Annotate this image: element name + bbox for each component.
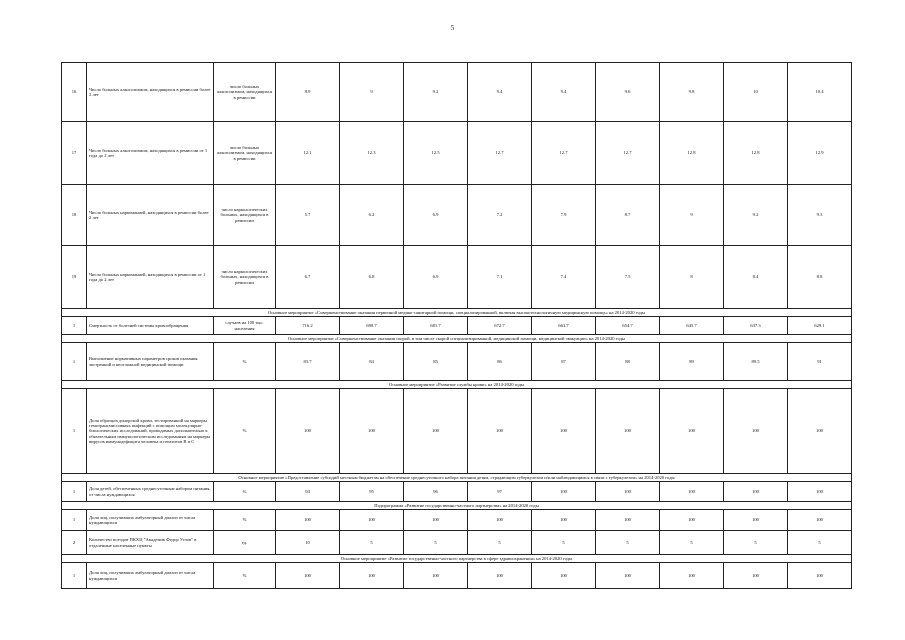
table-row <box>62 122 852 185</box>
value-cell: 681.7 <box>404 317 468 335</box>
section-header-row <box>62 381 852 389</box>
unit-cell: % <box>214 510 276 531</box>
value-cell: 7.5 <box>596 246 660 309</box>
value-cell: 7.2 <box>468 185 532 246</box>
unit-cell: число больных алкоголизмом, находящихся в ремиссии <box>214 63 276 122</box>
value-cell: 12.7 <box>468 122 532 185</box>
value-cell: 100 <box>596 563 660 589</box>
value-cell: 10.4 <box>788 63 852 122</box>
value-cell: 100 <box>660 510 724 531</box>
value-cell: 100 <box>532 563 596 589</box>
value-cell: 95 <box>340 482 404 502</box>
value-cell: 5.7 <box>276 185 340 246</box>
value-cell: 8 <box>660 246 724 309</box>
value-cell: 9.6 <box>596 63 660 122</box>
value-cell: 100 <box>532 482 596 502</box>
value-cell: 8.7 <box>596 185 660 246</box>
value-cell: 100 <box>404 510 468 531</box>
value-cell: 9.3 <box>788 185 852 246</box>
section-header-row <box>62 309 852 317</box>
value-cell: 91 <box>788 343 852 381</box>
row-number-cell: 2 <box>62 531 87 555</box>
value-cell: 88 <box>596 343 660 381</box>
value-cell: 100 <box>276 563 340 589</box>
value-cell: 5 <box>596 531 660 555</box>
table-row <box>62 482 852 502</box>
indicator-name-cell: Выполнение нормативных параметров сроков оказания экстренной и неотложной медицинской помощи <box>87 343 214 381</box>
unit-cell: случаев на 100 тыс. населения <box>214 317 276 335</box>
section-header-row <box>62 474 852 482</box>
value-cell: 100 <box>596 510 660 531</box>
value-cell: 100 <box>788 510 852 531</box>
value-cell: 5 <box>660 531 724 555</box>
value-cell: 645.7 <box>660 317 724 335</box>
row-number-cell: 17 <box>62 122 87 185</box>
section-title: Подпрограмма «Развитие государственно-частного партнерства» на 2014-2020 годы <box>62 502 852 510</box>
value-cell: 10 <box>276 531 340 555</box>
unit-cell: число больных алкоголизмом, находящихся в ремиссии <box>214 122 276 185</box>
value-cell: 5 <box>788 531 852 555</box>
table-row <box>62 317 852 335</box>
indicator-name-cell: Доля лиц, получивших амбулаторный диализ от числа нуждающихся <box>87 563 214 589</box>
value-cell: 9.8 <box>660 63 724 122</box>
indicator-name-cell: Число больных наркоманией, находящихся в ремиссии более 2 лет <box>87 185 214 246</box>
unit-cell: число наркологических больных, находящихся в ремиссии <box>214 185 276 246</box>
row-number-cell: 18 <box>62 185 87 246</box>
value-cell: 12.8 <box>660 122 724 185</box>
value-cell: 12.5 <box>404 122 468 185</box>
value-cell: 9 <box>340 63 404 122</box>
value-cell: 6.8 <box>340 246 404 309</box>
indicator-name-cell: Доля лиц, получивших амбулаторный диализ от числа нуждающихся <box>87 510 214 531</box>
value-cell: 5 <box>468 531 532 555</box>
indicator-name-cell: Количество поездов ПКХЦ "Академик Федор Углов" в отдаленные населенные пункты <box>87 531 214 555</box>
value-cell: 100 <box>404 563 468 589</box>
value-cell: 100 <box>532 389 596 474</box>
value-cell: 8.4 <box>724 246 788 309</box>
value-cell: 690.7 <box>340 317 404 335</box>
section-title: Основное мероприятие «Развитие службы крови» на 2014-2020 годы <box>62 381 852 389</box>
value-cell: 5 <box>404 531 468 555</box>
value-cell: 100 <box>724 389 788 474</box>
value-cell: 7.1 <box>468 246 532 309</box>
value-cell: 9.2 <box>724 185 788 246</box>
row-number-cell: 19 <box>62 246 87 309</box>
section-header-row <box>62 502 852 510</box>
page-number: 5 <box>450 24 455 32</box>
unit-cell: ед. <box>214 531 276 555</box>
row-number-cell: 16 <box>62 63 87 122</box>
value-cell: 12.1 <box>276 122 340 185</box>
value-cell: 100 <box>340 510 404 531</box>
value-cell: 100 <box>468 389 532 474</box>
value-cell: 12.7 <box>532 122 596 185</box>
value-cell: 5 <box>340 531 404 555</box>
value-cell: 100 <box>660 563 724 589</box>
indicators-table-body <box>62 63 852 589</box>
value-cell: 12.7 <box>596 122 660 185</box>
table-row <box>62 389 852 474</box>
value-cell: 6.9 <box>404 185 468 246</box>
value-cell: 100 <box>468 510 532 531</box>
value-cell: 89 <box>660 343 724 381</box>
value-cell: 87 <box>532 343 596 381</box>
unit-cell: % <box>214 482 276 502</box>
value-cell: 100 <box>596 482 660 502</box>
section-title: Основное мероприятие «Совершенствование оказания скорой, в том числе скорой специализированной, медицинской помощи, медицинской эвакуации» на 2014-2020 годы <box>62 335 852 343</box>
value-cell: 9.4 <box>532 63 596 122</box>
value-cell: 100 <box>404 389 468 474</box>
value-cell: 9.2 <box>404 63 468 122</box>
value-cell: 100 <box>596 389 660 474</box>
indicators-table <box>61 62 852 589</box>
indicator-name-cell: Число больных алкоголизмом, находящихся в ремиссии от 1 года до 2 лет <box>87 122 214 185</box>
unit-cell: % <box>214 343 276 381</box>
value-cell: 100 <box>788 563 852 589</box>
value-cell: 100 <box>276 389 340 474</box>
value-cell: 716.2 <box>276 317 340 335</box>
value-cell: 5 <box>724 531 788 555</box>
value-cell: 100 <box>788 389 852 474</box>
value-cell: 89.5 <box>724 343 788 381</box>
row-number-cell: 1 <box>62 317 87 335</box>
value-cell: 654.7 <box>596 317 660 335</box>
row-number-cell: 1 <box>62 343 87 381</box>
indicator-name-cell: Смертность от болезней системы кровообращения <box>87 317 214 335</box>
value-cell: 12.8 <box>724 122 788 185</box>
value-cell: 637.3 <box>724 317 788 335</box>
value-cell: 100 <box>468 563 532 589</box>
value-cell: 86 <box>468 343 532 381</box>
indicator-name-cell: Доля образцов донорской крови, тестированной на маркеры гемотрансмиссивных инфекций с помощью молекулярно-биологических исследований, проводимых дополнительно к обязательным иммунологическим исследованиям на маркеры вирусов иммунодефицита человека и гепатитов В и С <box>87 389 214 474</box>
value-cell: 100 <box>660 389 724 474</box>
value-cell: 663.7 <box>532 317 596 335</box>
table-row <box>62 510 852 531</box>
value-cell: 100 <box>788 482 852 502</box>
value-cell: 7.9 <box>532 185 596 246</box>
value-cell: 100 <box>724 482 788 502</box>
value-cell: 8.8 <box>788 246 852 309</box>
section-header-row <box>62 555 852 563</box>
section-title: Основное мероприятие «Предоставление субсидий местным бюджетам на обеспечение среднесуточного набора питания детям, страдающим туберкулезом и/или наблюдающимся в связи с туберкулезом» на 2014-2020 годы <box>62 474 852 482</box>
value-cell: 6.2 <box>340 185 404 246</box>
indicator-name-cell: Число больных наркоманией, находящихся в ремиссии от 1 года до 2 лет <box>87 246 214 309</box>
value-cell: 96 <box>404 482 468 502</box>
value-cell: 84 <box>340 343 404 381</box>
value-cell: 672.7 <box>468 317 532 335</box>
row-number-cell: 1 <box>62 482 87 502</box>
value-cell: 12.3 <box>340 122 404 185</box>
section-title: Основное мероприятие «Развитие государственно-частного партнерства в сфере здравоохранения» на 2014-2020 годы <box>62 555 852 563</box>
value-cell: 97 <box>468 482 532 502</box>
value-cell: 6.9 <box>404 246 468 309</box>
row-number-cell: 1 <box>62 563 87 589</box>
value-cell: 85 <box>404 343 468 381</box>
table-row <box>62 63 852 122</box>
row-number-cell: 1 <box>62 389 87 474</box>
indicator-name-cell: Число больных алкоголизмом, находящихся в ремиссии более 2 лет <box>87 63 214 122</box>
value-cell: 94 <box>276 482 340 502</box>
value-cell: 100 <box>276 510 340 531</box>
value-cell: 10 <box>724 63 788 122</box>
value-cell: 100 <box>660 482 724 502</box>
indicator-name-cell: Доля детей, обеспеченных среднесуточным набором питания, от числа нуждающихся <box>87 482 214 502</box>
value-cell: 6.7 <box>276 246 340 309</box>
value-cell: 8.9 <box>276 63 340 122</box>
value-cell: 12.9 <box>788 122 852 185</box>
section-header-row <box>62 335 852 343</box>
unit-cell: % <box>214 389 276 474</box>
value-cell: 7.4 <box>532 246 596 309</box>
table-row <box>62 343 852 381</box>
table-row <box>62 246 852 309</box>
value-cell: 83.7 <box>276 343 340 381</box>
value-cell: 100 <box>532 510 596 531</box>
value-cell: 5 <box>532 531 596 555</box>
unit-cell: % <box>214 563 276 589</box>
table-row <box>62 185 852 246</box>
value-cell: 100 <box>340 563 404 589</box>
section-title: Основное мероприятие «Совершенствование оказания первичной медико-санитарной помощи, специализированной, включая высокотехнологичную медицинскую помощь» на 2014-2020 годы <box>62 309 852 317</box>
row-number-cell: 1 <box>62 510 87 531</box>
value-cell: 100 <box>340 389 404 474</box>
unit-cell: число наркологических больных, находящихся в ремиссии <box>214 246 276 309</box>
value-cell: 9.4 <box>468 63 532 122</box>
value-cell: 9 <box>660 185 724 246</box>
value-cell: 100 <box>724 510 788 531</box>
value-cell: 100 <box>724 563 788 589</box>
value-cell: 629.1 <box>788 317 852 335</box>
table-row <box>62 563 852 589</box>
table-row <box>62 531 852 555</box>
